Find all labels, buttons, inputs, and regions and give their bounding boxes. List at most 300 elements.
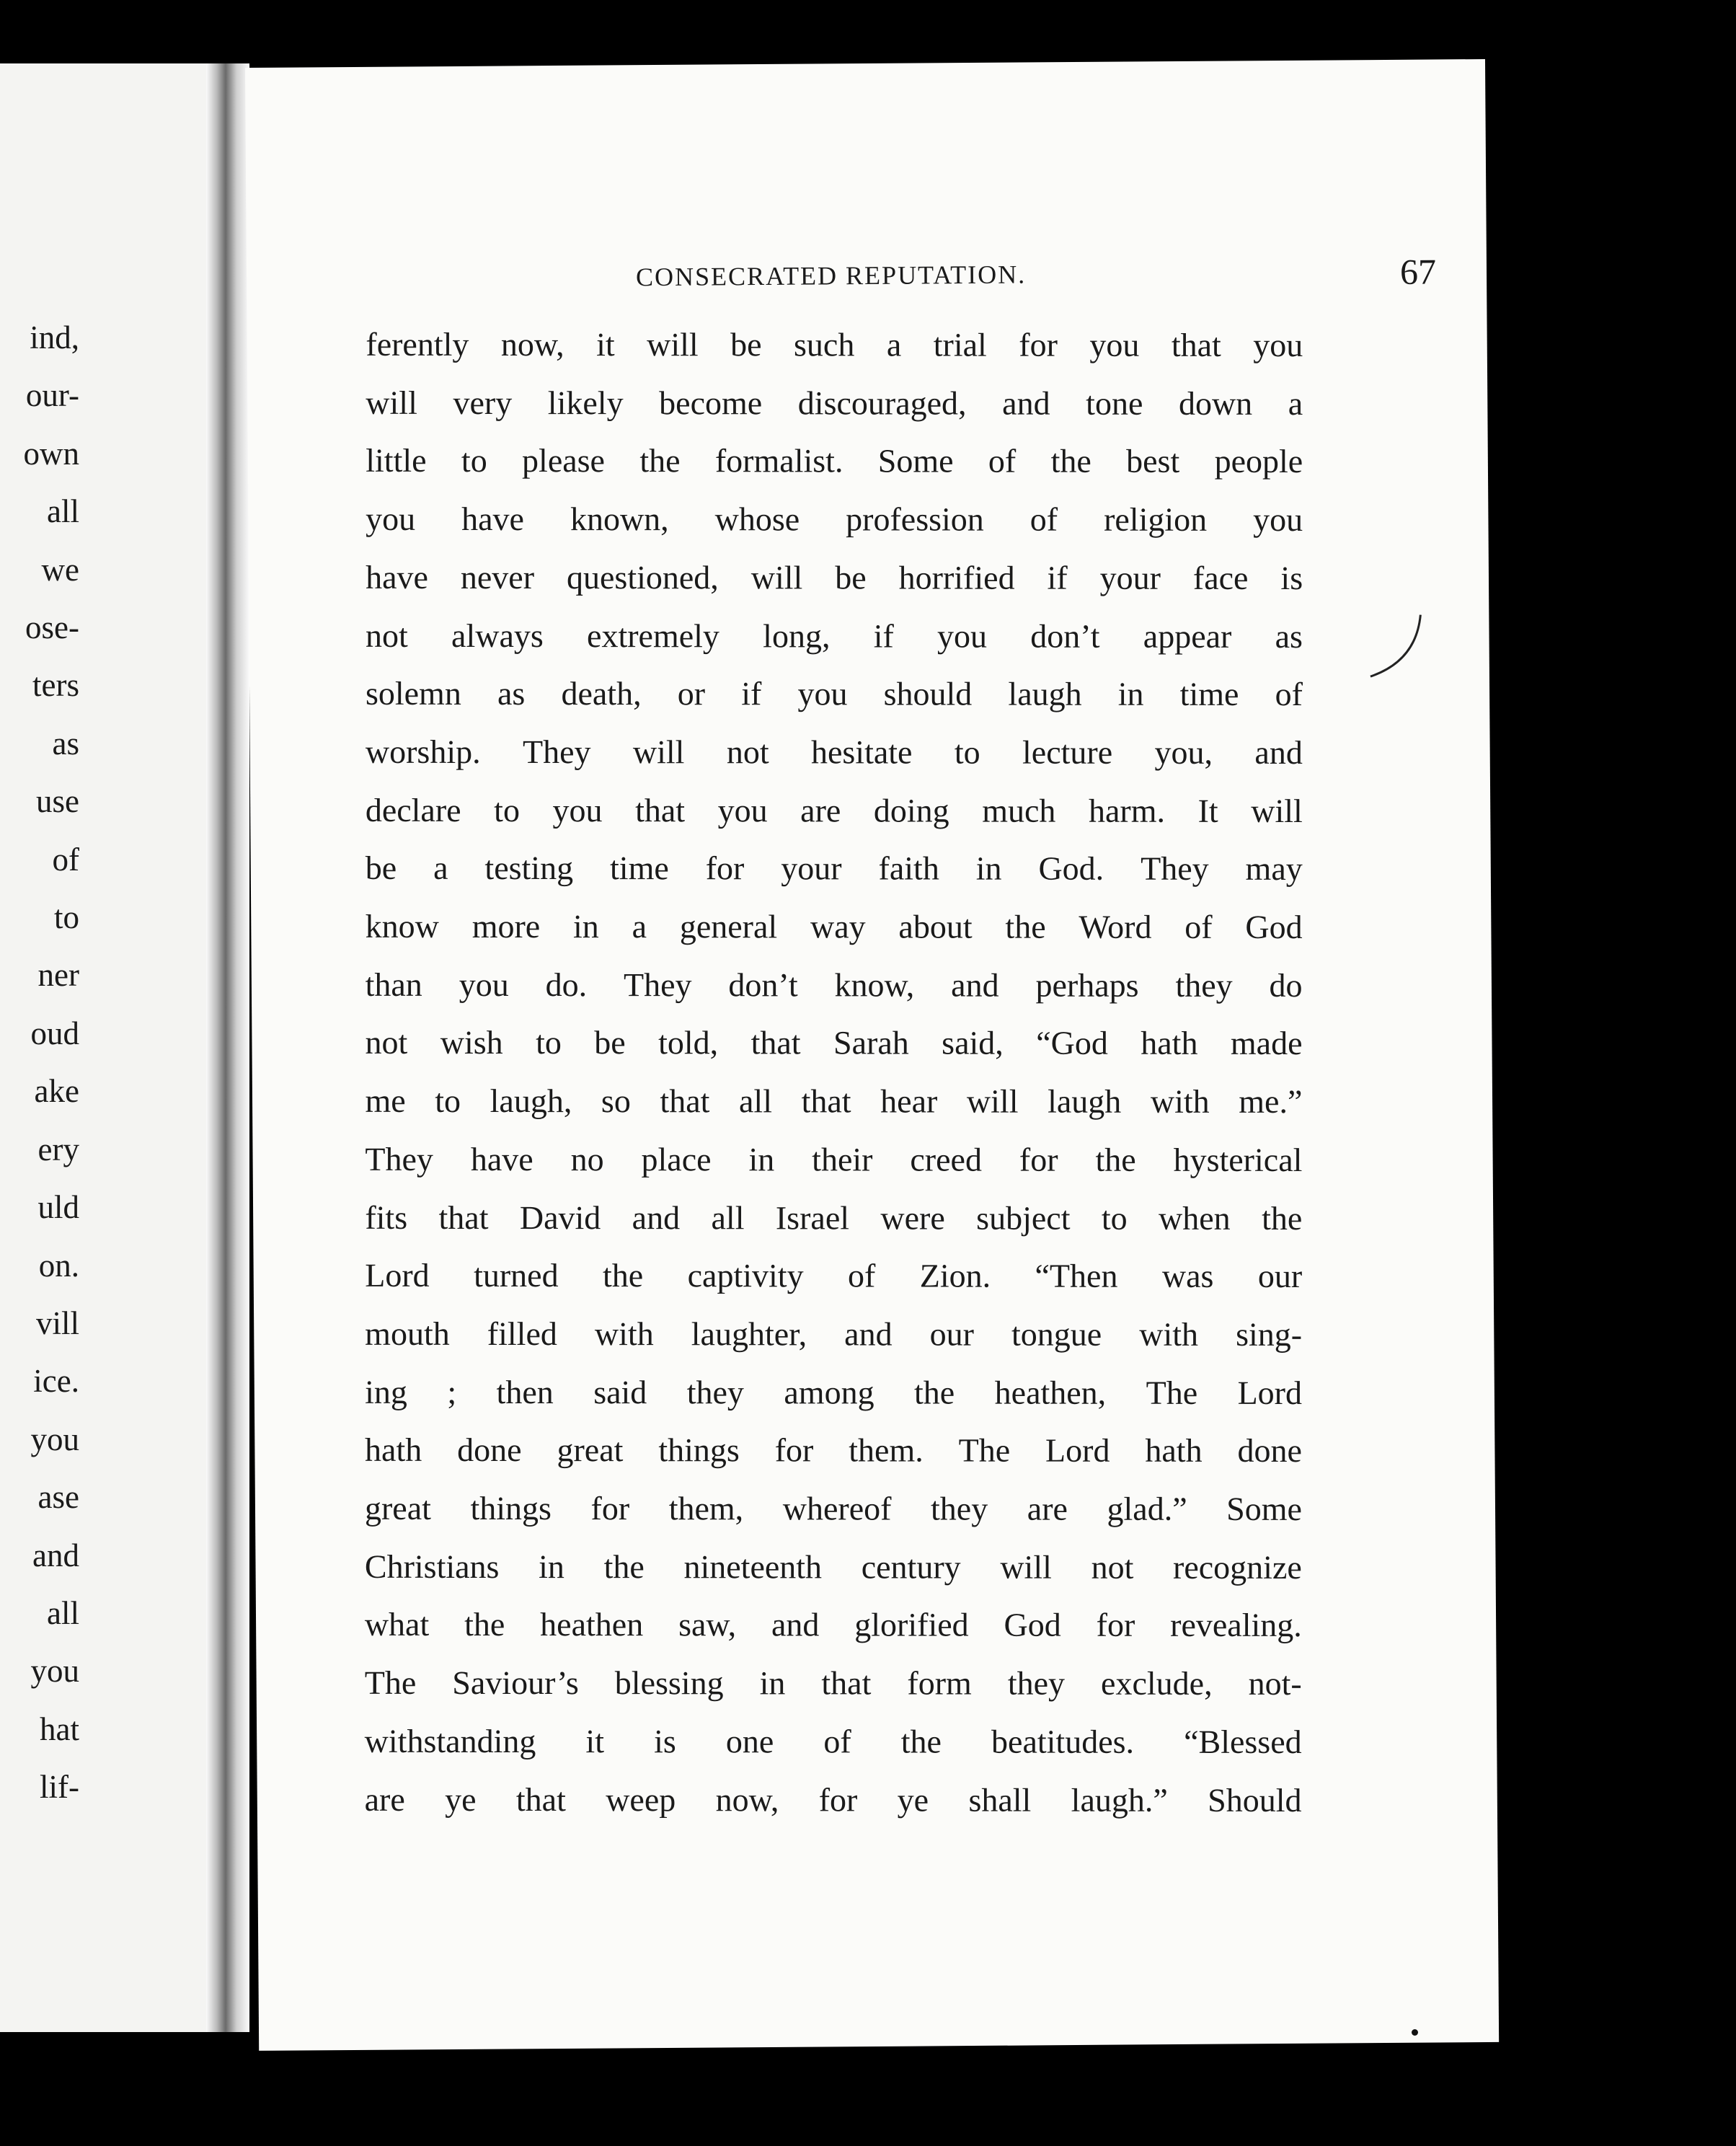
word: form	[907, 1664, 972, 1702]
word: Some	[1226, 1490, 1303, 1528]
facing-line: ner	[37, 957, 79, 994]
word: the	[603, 1547, 645, 1585]
word: of	[823, 1723, 851, 1760]
text-line	[366, 665, 1303, 724]
facing-line: all	[47, 493, 79, 530]
pencil-mark-decoration	[1370, 615, 1428, 695]
word: Word	[1079, 908, 1152, 945]
facing-line: ery	[37, 1131, 79, 1167]
word: profession	[846, 500, 984, 538]
word: them,	[668, 1490, 744, 1527]
word: not	[726, 733, 769, 771]
text-line	[365, 1072, 1302, 1131]
facing-line: ters	[32, 667, 79, 704]
word: are	[1027, 1490, 1068, 1527]
word: will	[632, 733, 685, 771]
word: hear	[880, 1082, 938, 1120]
word: done	[1237, 1432, 1302, 1470]
word: that	[438, 1198, 489, 1236]
word: They	[623, 966, 692, 1003]
text-line	[366, 432, 1303, 491]
word: subject	[976, 1199, 1071, 1237]
word: don’t	[1030, 617, 1100, 655]
word: solemn	[365, 675, 461, 712]
word: you	[552, 791, 603, 829]
text-line	[366, 839, 1303, 898]
word: and	[844, 1315, 893, 1353]
word: me.”	[1239, 1083, 1303, 1121]
word: done	[457, 1431, 522, 1469]
word: should	[883, 675, 973, 712]
word: questioned,	[566, 558, 719, 596]
word: please	[522, 442, 606, 480]
word: much	[982, 792, 1056, 829]
page-header	[636, 250, 1436, 299]
word: not-	[1248, 1665, 1302, 1703]
text-line	[366, 1014, 1303, 1073]
word: turned	[474, 1257, 559, 1294]
word: you	[459, 966, 509, 1003]
word: blessing	[614, 1664, 724, 1702]
word: Lord	[1237, 1374, 1303, 1411]
word: trial	[933, 326, 987, 363]
word: in	[759, 1664, 786, 1702]
word: such	[794, 326, 855, 363]
word: worship.	[365, 733, 481, 770]
word: testing	[484, 849, 574, 887]
text-line	[366, 723, 1303, 782]
facing-line: we	[41, 551, 79, 588]
word: have	[366, 558, 428, 596]
word: ye	[445, 1780, 477, 1818]
word: heathen,	[994, 1374, 1107, 1411]
word: of	[1029, 500, 1058, 538]
word: you,	[1154, 733, 1213, 771]
word: tone	[1086, 384, 1143, 422]
word: be	[730, 326, 762, 363]
word: will	[966, 1082, 1019, 1120]
word: God	[1004, 1607, 1061, 1644]
word: “Blessed	[1184, 1723, 1302, 1760]
word: things	[470, 1490, 552, 1527]
word: laughter,	[691, 1315, 807, 1353]
text-line	[366, 549, 1303, 608]
word: laugh	[1008, 675, 1082, 712]
word: hath	[365, 1431, 422, 1469]
word: The	[1146, 1374, 1198, 1411]
word: it	[585, 1722, 605, 1760]
word: more	[471, 908, 541, 945]
word: will	[750, 559, 803, 596]
facing-line: all	[47, 1594, 79, 1631]
word: ing	[365, 1373, 407, 1410]
word: likely	[547, 384, 624, 421]
word: and	[771, 1606, 820, 1643]
word: face	[1192, 559, 1249, 596]
word: of	[1184, 908, 1213, 945]
word: and	[632, 1198, 681, 1236]
word: of	[847, 1257, 876, 1294]
word: of	[988, 443, 1017, 480]
word: perhaps	[1035, 966, 1139, 1004]
word: now,	[500, 326, 564, 363]
word: were	[880, 1199, 945, 1237]
word: their	[812, 1141, 873, 1178]
word: time	[610, 849, 669, 887]
word: They	[522, 733, 591, 771]
word: hath	[1145, 1432, 1203, 1470]
word: very	[453, 384, 513, 421]
word: hesitate	[810, 733, 913, 771]
word: made	[1230, 1025, 1303, 1062]
word: God	[1245, 908, 1303, 946]
word: do	[1269, 966, 1303, 1004]
word: you	[797, 675, 848, 712]
word: recognize	[1173, 1548, 1302, 1586]
word: be	[835, 559, 867, 596]
word: best	[1126, 443, 1180, 480]
facing-line: ose-	[25, 609, 79, 646]
word: may	[1245, 850, 1303, 888]
word: and	[1254, 733, 1303, 771]
facing-line: oud	[30, 1015, 79, 1051]
word: things	[658, 1431, 740, 1469]
word: the	[1262, 1199, 1303, 1237]
word: and	[1002, 384, 1050, 422]
book-gutter	[206, 63, 249, 2032]
body-text	[365, 316, 1303, 1829]
word: have	[470, 1140, 533, 1178]
facing-line: vill	[35, 1304, 79, 1341]
word: me	[365, 1082, 406, 1120]
word: captivity	[687, 1257, 804, 1294]
word: David	[519, 1198, 601, 1236]
text-line	[366, 898, 1303, 957]
facing-line: of	[52, 841, 79, 878]
word: way	[810, 908, 866, 945]
word: the	[639, 442, 681, 480]
word: don’t	[728, 966, 798, 1004]
word: as	[497, 675, 526, 712]
word: with	[1150, 1082, 1210, 1121]
facing-line: lif-	[40, 1769, 79, 1806]
word: know	[365, 907, 439, 945]
word: great	[364, 1489, 431, 1527]
word: is	[654, 1723, 676, 1760]
word: will	[1251, 792, 1303, 829]
word: century	[861, 1548, 961, 1586]
facing-line: on.	[38, 1247, 79, 1284]
word: the	[914, 1374, 955, 1411]
text-line	[365, 1421, 1302, 1480]
word: “God	[1036, 1025, 1108, 1062]
word: do.	[545, 966, 588, 1003]
word: laugh.”	[1071, 1781, 1168, 1819]
word: a	[1288, 384, 1303, 422]
word: as	[1275, 617, 1303, 655]
word: be	[365, 849, 397, 887]
word: then	[496, 1373, 554, 1410]
word: to	[536, 1024, 562, 1061]
word: they	[1175, 966, 1233, 1004]
word: weep	[606, 1780, 676, 1818]
word: Lord	[1045, 1432, 1110, 1470]
facing-line: as	[52, 725, 79, 761]
text-line	[366, 490, 1303, 549]
word: for	[1019, 326, 1058, 363]
word: mouth	[365, 1315, 450, 1352]
word: are	[800, 791, 841, 829]
word: so	[601, 1082, 631, 1120]
word: our	[1257, 1258, 1303, 1295]
facing-line: ice.	[33, 1363, 79, 1400]
text-line	[365, 1538, 1302, 1597]
word: place	[641, 1141, 712, 1178]
word: will	[647, 326, 699, 363]
word: not	[365, 1024, 408, 1061]
word: that	[635, 791, 686, 829]
word: you	[1253, 326, 1303, 363]
word: a	[886, 326, 902, 363]
text-line	[365, 1188, 1302, 1248]
word: no	[570, 1140, 604, 1178]
word: the	[900, 1723, 942, 1760]
word: in	[1117, 675, 1144, 713]
word: faith	[878, 849, 939, 887]
word: for	[774, 1431, 814, 1469]
word: ye	[897, 1781, 929, 1819]
word: will	[1000, 1548, 1052, 1586]
word: in	[573, 908, 599, 945]
word: to	[435, 1082, 461, 1120]
word: lecture	[1022, 733, 1113, 771]
word: formalist.	[714, 442, 843, 480]
word: They	[1141, 850, 1209, 888]
word: a	[632, 908, 647, 945]
word: the	[464, 1606, 505, 1643]
word: exclude,	[1101, 1664, 1213, 1703]
word: with	[594, 1315, 654, 1353]
word: ;	[447, 1373, 457, 1410]
word: will	[366, 384, 417, 421]
facing-line: ind,	[30, 319, 79, 356]
word: nineteenth	[683, 1547, 823, 1586]
word: Should	[1208, 1781, 1302, 1819]
word: whose	[714, 500, 800, 538]
word: harm.	[1088, 792, 1166, 829]
text-line	[366, 606, 1303, 666]
word: if	[873, 617, 894, 654]
page-number: 67	[1399, 251, 1437, 292]
facing-line: uld	[37, 1189, 79, 1226]
word: glad.”	[1107, 1490, 1187, 1527]
word: or	[677, 675, 706, 712]
word: the	[602, 1257, 644, 1294]
text-line	[366, 316, 1303, 375]
word: a	[433, 849, 448, 887]
word: God.	[1038, 849, 1104, 888]
word: with	[1139, 1315, 1199, 1353]
facing-page	[0, 63, 216, 2032]
word: be	[594, 1024, 626, 1061]
word: is	[1280, 559, 1303, 596]
word: glorified	[854, 1606, 969, 1644]
word: that	[1171, 326, 1221, 363]
text-line	[365, 1596, 1302, 1655]
word: little	[366, 442, 427, 480]
word: to	[1101, 1199, 1128, 1237]
word: saw,	[678, 1606, 737, 1643]
text-line	[365, 1480, 1302, 1539]
word: have	[461, 500, 525, 538]
word: whereof	[782, 1490, 892, 1527]
facing-line: and	[32, 1537, 79, 1573]
word: heathen	[540, 1606, 644, 1643]
word: they	[931, 1490, 988, 1527]
word: all	[711, 1198, 745, 1236]
word: become	[659, 384, 763, 422]
word: The	[958, 1431, 1011, 1469]
word: said	[593, 1373, 647, 1410]
word: now,	[715, 1780, 779, 1818]
word: you	[1253, 501, 1303, 539]
word: in	[539, 1547, 564, 1585]
word: you	[717, 791, 768, 829]
text-line	[365, 1770, 1302, 1829]
word: sing-	[1236, 1315, 1303, 1353]
word: among	[784, 1374, 874, 1411]
word: great	[557, 1431, 624, 1469]
word: fits	[365, 1198, 408, 1236]
word: to	[494, 791, 520, 829]
text-line	[366, 956, 1303, 1015]
book-page	[245, 59, 1499, 2051]
text-line	[365, 1363, 1302, 1422]
word: shall	[968, 1781, 1032, 1819]
word: tongue	[1011, 1315, 1102, 1353]
word: your	[781, 849, 842, 887]
running-head: CONSECRATED REPUTATION.	[635, 260, 1027, 292]
word: Sarah	[833, 1024, 909, 1061]
facing-line: you	[30, 1421, 79, 1457]
word: to	[954, 733, 980, 771]
word: discouraged,	[797, 384, 967, 422]
word: extremely	[587, 617, 719, 654]
facing-line: own	[23, 435, 79, 472]
word: for	[590, 1490, 630, 1527]
word: to	[461, 442, 487, 480]
word: Israel	[775, 1198, 850, 1236]
word: that	[660, 1082, 710, 1120]
word: know,	[834, 966, 915, 1004]
word: than	[365, 966, 422, 1003]
word: that	[515, 1780, 566, 1818]
word: known,	[570, 500, 669, 538]
word: wish	[440, 1024, 503, 1061]
word: for	[1019, 1141, 1058, 1178]
text-line	[365, 1247, 1302, 1306]
facing-page-text	[0, 309, 79, 1816]
word: time	[1179, 676, 1239, 713]
word: was	[1161, 1258, 1214, 1295]
facing-line: you	[30, 1653, 79, 1690]
word: Some	[877, 442, 954, 480]
word: what	[364, 1606, 430, 1643]
facing-line: ake	[34, 1073, 79, 1110]
word: beatitudes.	[991, 1723, 1135, 1760]
word: for	[705, 849, 745, 887]
word: doing	[873, 792, 949, 829]
word: Lord	[365, 1257, 430, 1294]
word: the	[1095, 1141, 1136, 1178]
text-line	[365, 1713, 1302, 1772]
word: said,	[942, 1024, 1004, 1062]
word: religion	[1104, 500, 1208, 538]
word: it	[596, 326, 615, 363]
word: and	[951, 966, 999, 1004]
word: they	[1007, 1664, 1066, 1702]
word: ferently	[366, 325, 469, 363]
text-line	[365, 1131, 1302, 1190]
word: told,	[658, 1024, 719, 1061]
word: laugh	[1048, 1082, 1122, 1120]
word: never	[460, 558, 535, 596]
word: in	[748, 1141, 775, 1178]
word: for	[818, 1780, 858, 1819]
word: are	[364, 1780, 405, 1818]
word: Saviour’s	[452, 1664, 579, 1702]
word: your	[1099, 559, 1161, 596]
facing-line: to	[53, 899, 79, 936]
word: revealing.	[1170, 1607, 1302, 1644]
word: long,	[763, 617, 831, 654]
word: all	[738, 1082, 773, 1120]
word: Zion.	[919, 1257, 991, 1294]
word: one	[725, 1723, 774, 1760]
word: horrified	[898, 559, 1015, 596]
word: them.	[849, 1431, 924, 1469]
word: if	[1047, 559, 1068, 596]
word: creed	[910, 1141, 983, 1178]
word: declare	[365, 791, 461, 829]
word: of	[1275, 676, 1303, 713]
word: They	[365, 1140, 433, 1178]
word: general	[679, 908, 778, 945]
word: not	[366, 617, 408, 654]
speck-dot	[1412, 2029, 1418, 2036]
facing-line: use	[36, 783, 79, 820]
word: people	[1214, 443, 1303, 480]
word: always	[451, 617, 544, 654]
word: in	[975, 849, 1002, 887]
word: appear	[1143, 617, 1232, 655]
facing-line: ase	[37, 1479, 79, 1516]
word: hath	[1141, 1025, 1198, 1062]
word: “Then	[1035, 1257, 1118, 1295]
word: that	[750, 1024, 801, 1061]
word: death,	[561, 675, 642, 712]
facing-line: hat	[40, 1710, 79, 1747]
word: hysterical	[1173, 1141, 1303, 1178]
word: our	[929, 1315, 974, 1353]
word: the	[1005, 908, 1046, 945]
word: that	[821, 1664, 872, 1702]
word: you	[937, 617, 988, 655]
word: down	[1178, 384, 1253, 422]
text-line	[365, 1654, 1302, 1713]
text-line	[366, 781, 1303, 840]
word: not	[1091, 1548, 1134, 1586]
